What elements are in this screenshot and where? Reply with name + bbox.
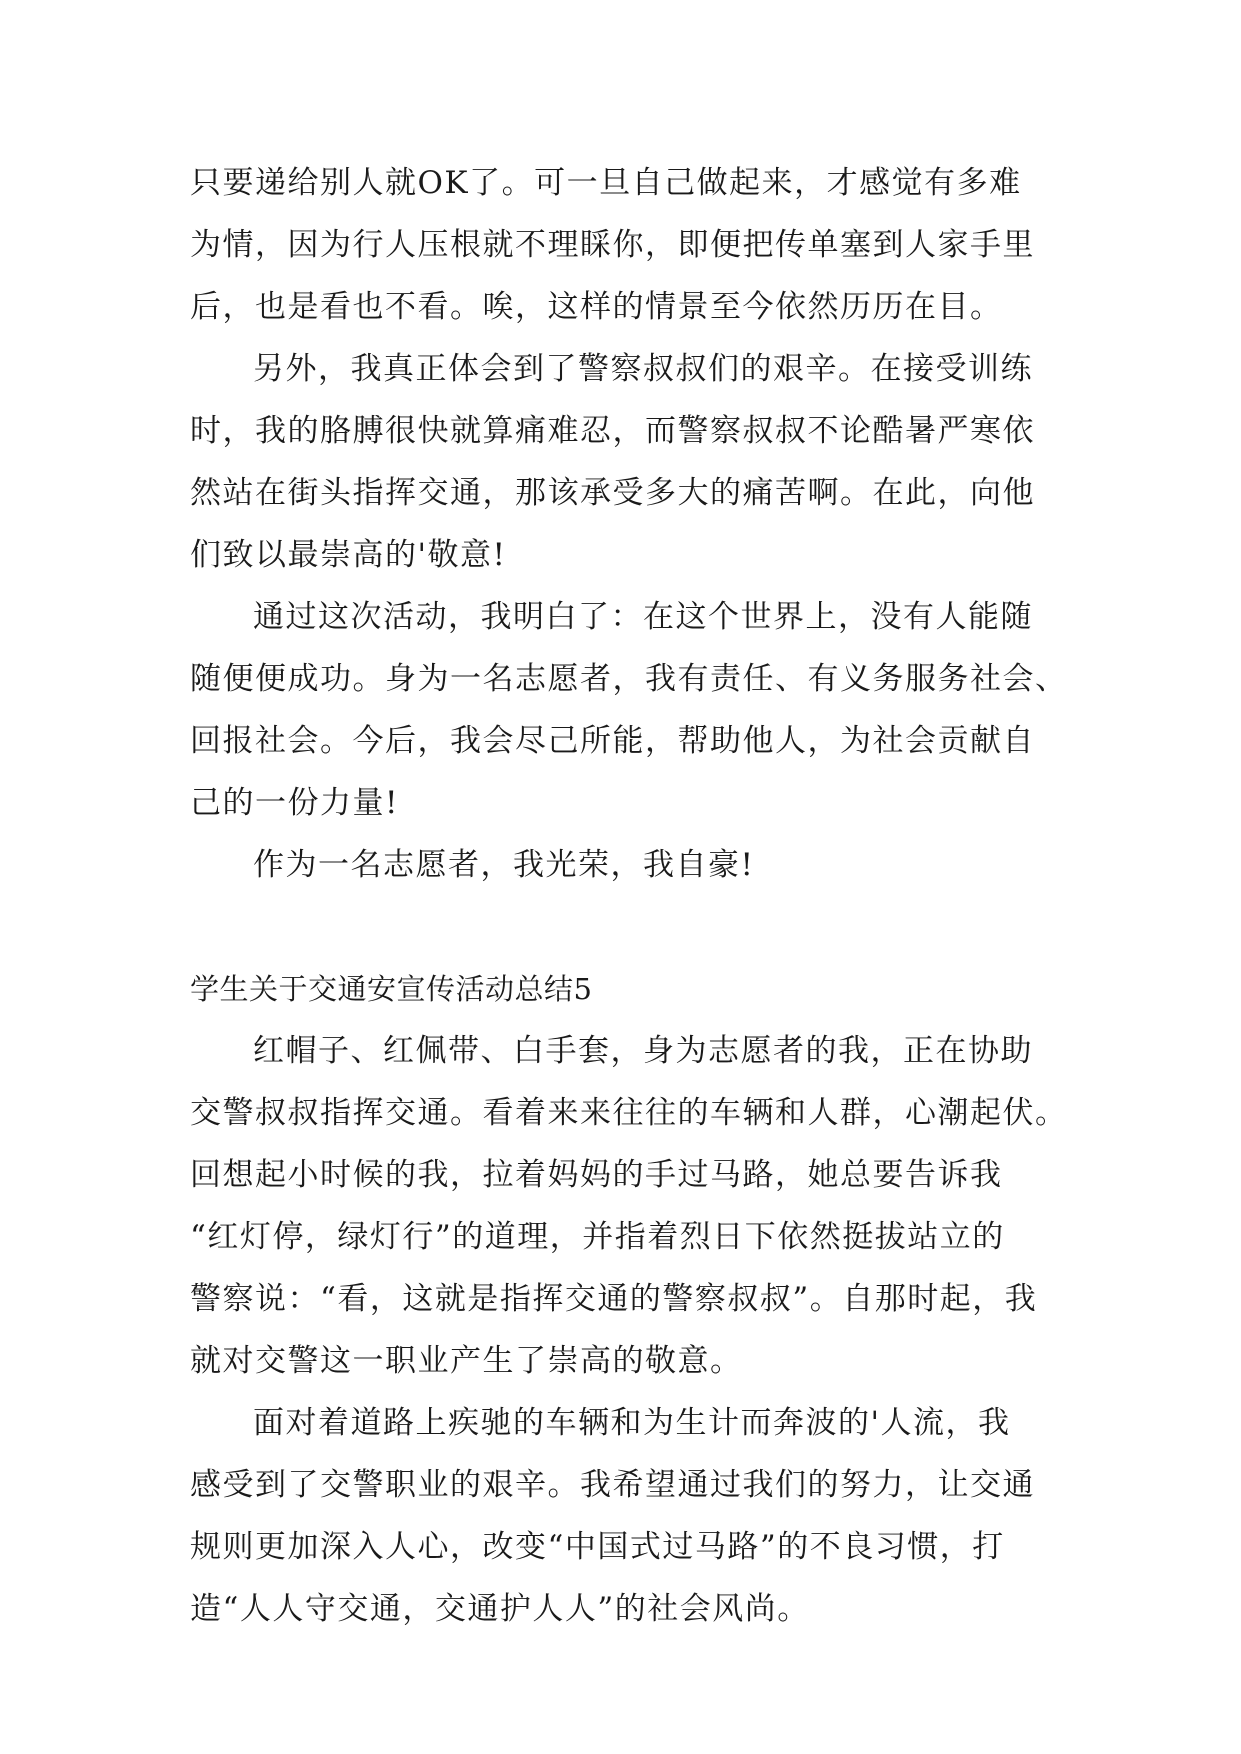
paragraph-line: 警察说：“看，这就是指挥交通的警察叔叔”。自那时起，我 — [190, 1281, 1038, 1317]
paragraph-line: 们致以最崇高的'敬意! — [190, 537, 507, 573]
paragraph-line: 通过这次活动，我明白了：在这个世界上，没有人能随 — [253, 599, 1033, 635]
paragraph-line: 只要递给别人就OK了。可一旦自己做起来，才感觉有多难 — [190, 165, 1022, 201]
section-heading: 学生关于交通安宣传活动总结5 — [190, 972, 593, 1006]
paragraph-line: 己的一份力量! — [190, 785, 399, 821]
paragraph-line: 另外，我真正体会到了警察叔叔们的艰辛。在接受训练 — [253, 351, 1033, 387]
paragraph-line: 时，我的胳膊很快就算痛难忍，而警察叔叔不论酷暑严寒依 — [190, 413, 1035, 449]
blank-line — [190, 896, 1050, 958]
paragraph-line: 造“人人守交通，交通护人人”的社会风尚。 — [190, 1591, 810, 1627]
paragraph-line: 然站在街头指挥交通，那该承受多大的痛苦啊。在此，向他 — [190, 475, 1035, 511]
paragraph-line: 规则更加深入人心，改变“中国式过马路”的不良习惯，打 — [190, 1529, 1005, 1565]
paragraph-line: 红帽子、红佩带、白手套，身为志愿者的我，正在协助 — [253, 1033, 1033, 1069]
paragraph-line: 面对着道路上疾驰的车辆和为生计而奔波的'人流，我 — [253, 1405, 1011, 1441]
paragraph-line: 感受到了交警职业的艰辛。我希望通过我们的努力，让交通 — [190, 1467, 1035, 1503]
paragraph-line: 后，也是看也不看。唉，这样的情景至今依然历历在目。 — [190, 289, 1003, 325]
paragraph-line: 为情，因为行人压根就不理睬你，即便把传单塞到人家手里 — [190, 227, 1035, 263]
document-body — [190, 152, 1068, 1640]
paragraph-line: 作为一名志愿者，我光荣，我自豪! — [253, 847, 755, 883]
paragraph-line: “红灯停，绿灯行”的道理，并指着烈日下依然挺拔站立的 — [190, 1219, 1005, 1255]
paragraph-line: 就对交警这一职业产生了崇高的敬意。 — [190, 1343, 743, 1379]
paragraph-line: 交警叔叔指挥交通。看着来来往往的车辆和人群，心潮起伏。 — [190, 1095, 1068, 1131]
paragraph-line: 随便便成功。身为一名志愿者，我有责任、有义务服务社会、 — [190, 661, 1068, 697]
paragraph-line: 回报社会。今后，我会尽己所能，帮助他人，为社会贡献自 — [190, 723, 1035, 759]
paragraph-line: 回想起小时候的我，拉着妈妈的手过马路，她总要告诉我 — [190, 1157, 1003, 1193]
